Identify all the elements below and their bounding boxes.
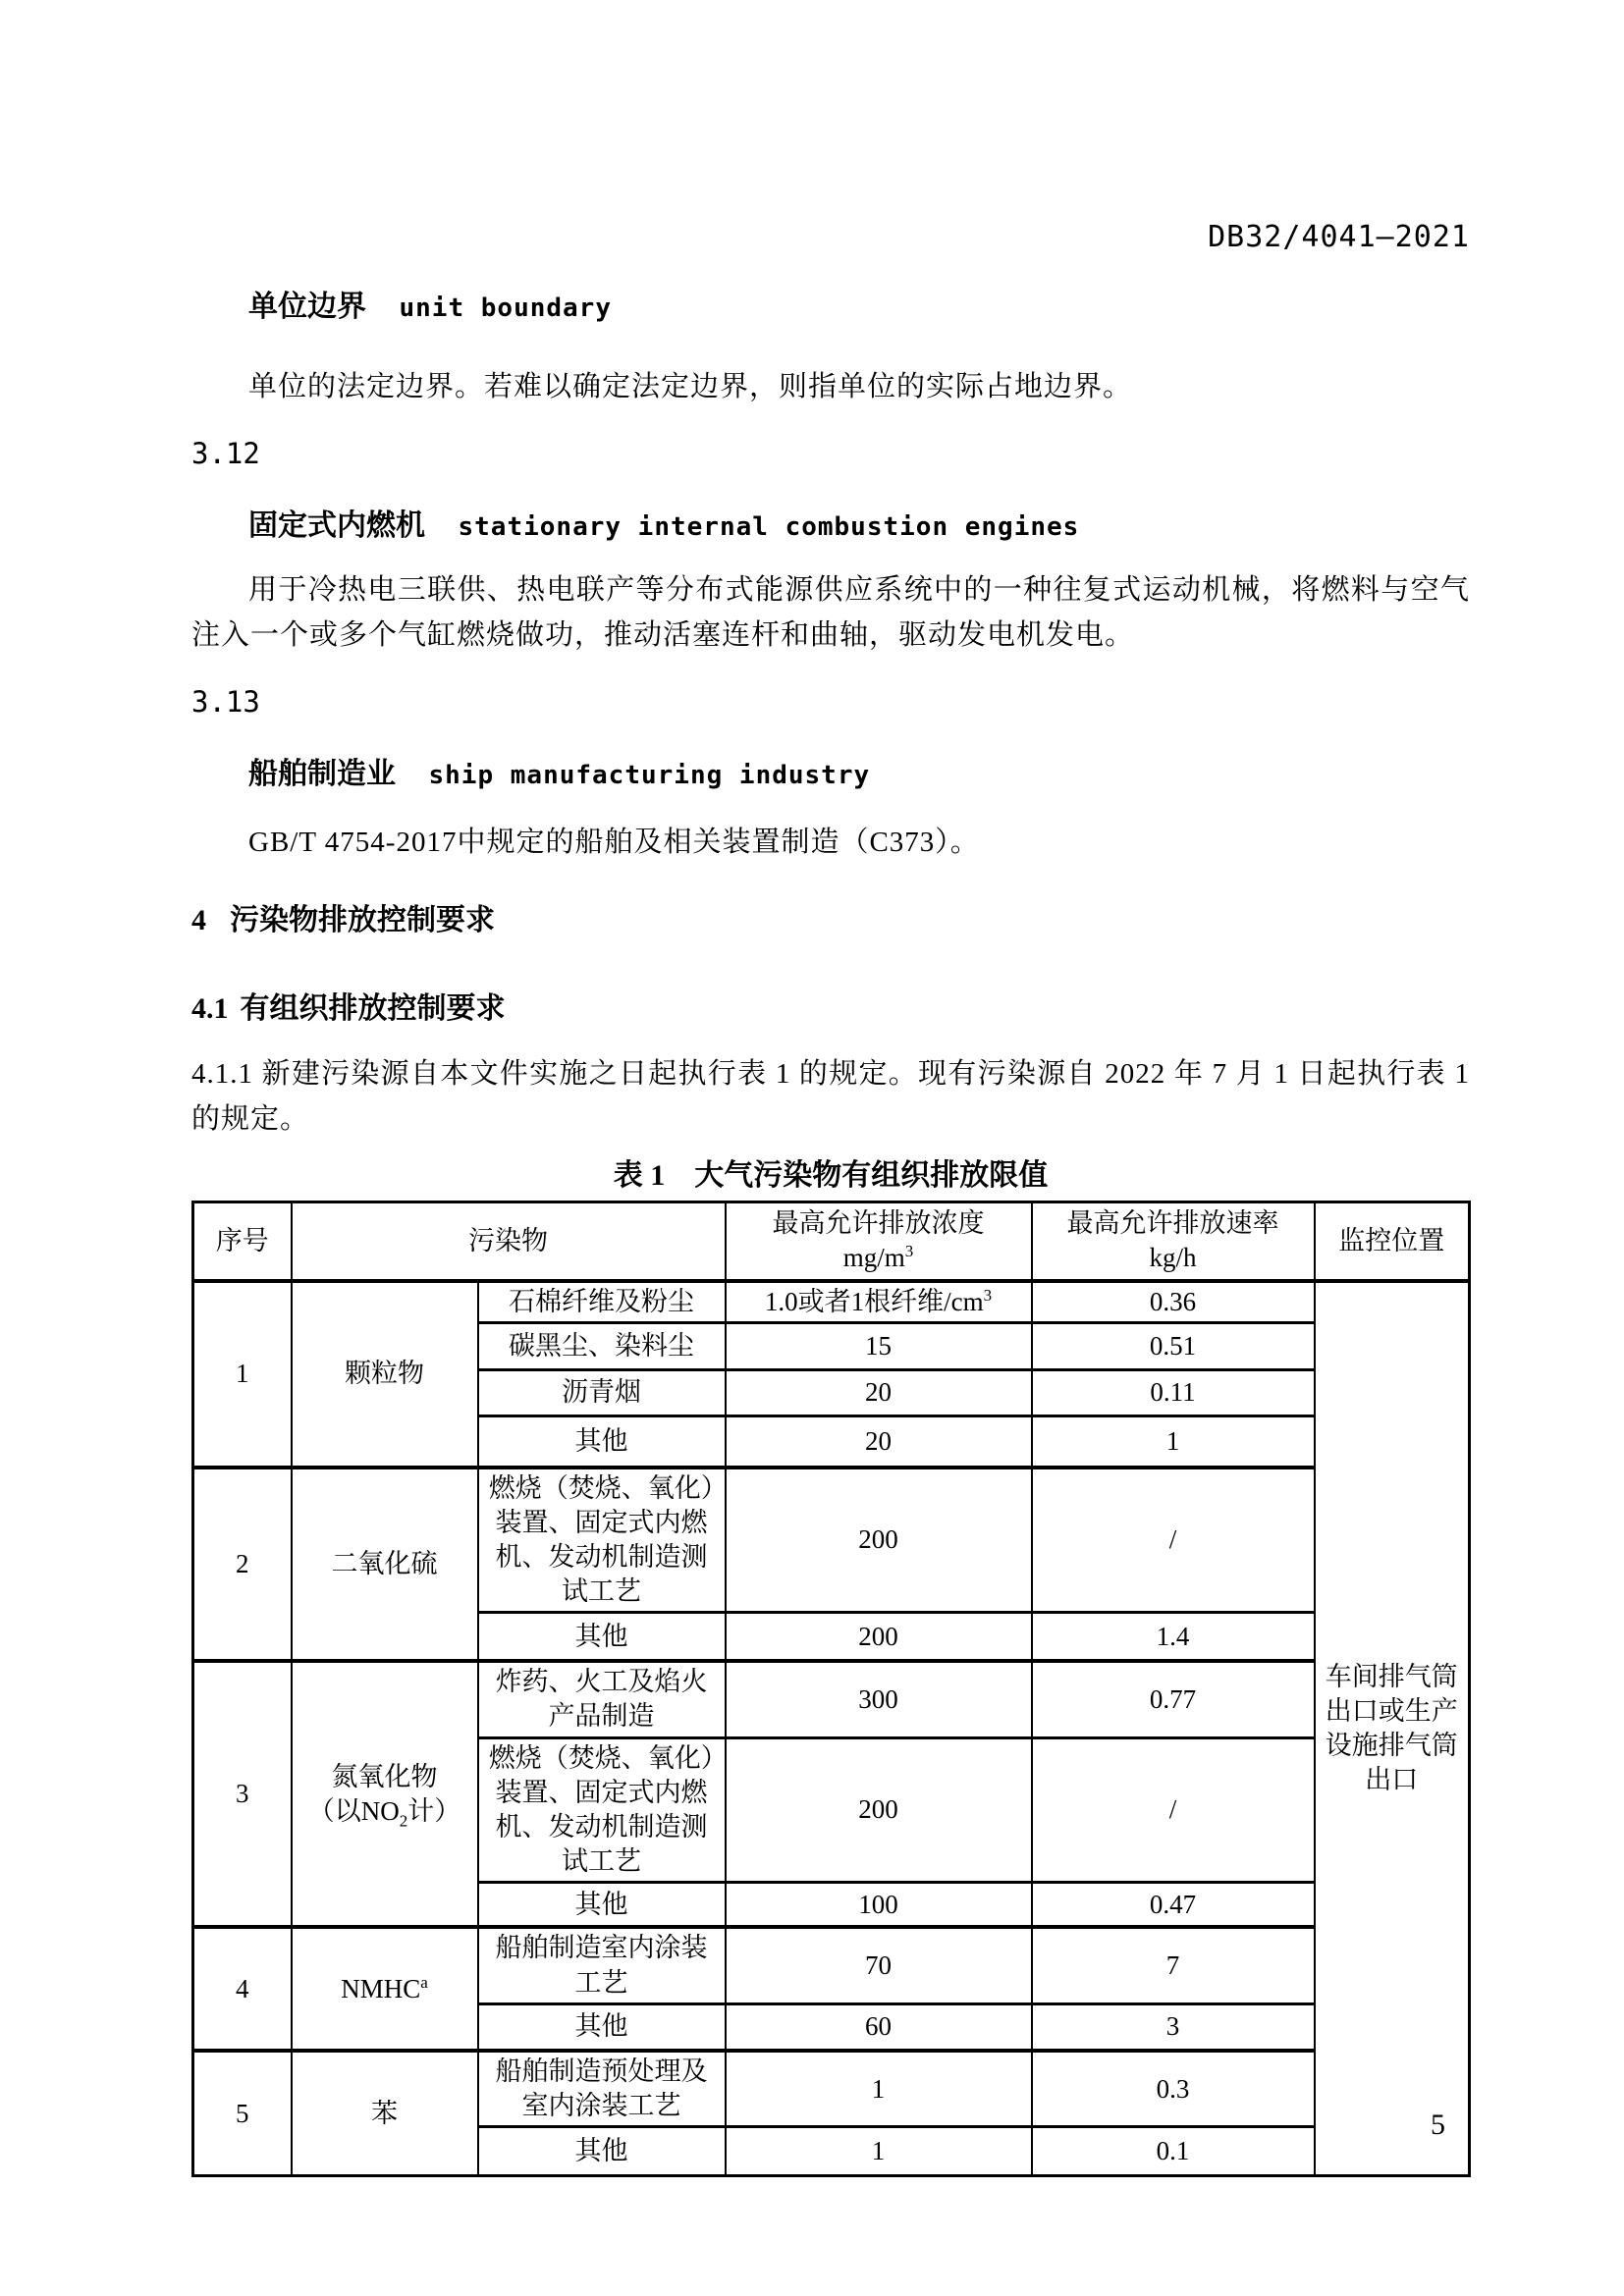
- cell-concentration: 200: [726, 1737, 1032, 1882]
- col-header-monitor: 监控位置: [1315, 1202, 1470, 1281]
- table-row: [193, 1927, 1470, 2003]
- clause-3-12: 3.12: [191, 437, 260, 470]
- clause-3-13: 3.13: [191, 685, 260, 719]
- term-ship-manufacturing-zh: 船舶制造业: [248, 758, 396, 790]
- pollutant-footnote-marker: a: [420, 1972, 428, 1992]
- table-1-label: 表 1: [613, 1159, 666, 1192]
- cell-rate: 3: [1032, 2003, 1315, 2051]
- unit-mg-m-sup: 3: [904, 1242, 914, 1261]
- cell-category: 炸药、火工及焰火产品制造: [478, 1661, 726, 1737]
- cell-pollutant-5: 苯: [292, 2051, 478, 2176]
- table-row: [193, 1661, 1470, 1737]
- cell-rate: 0.1: [1032, 2127, 1315, 2176]
- term-stationary-engine-definition: 用于冷热电三联供、热电联产等分布式能源供应系统中的一种往复式运动机械，将燃料与空气注入一个或多个气缸燃烧做功，推动活塞连杆和曲轴，驱动发电机发电。: [191, 574, 1470, 651]
- term-unit-boundary-definition: 单位的法定边界。若难以确定法定边界，则指单位的实际占地边界。: [248, 371, 1133, 402]
- col-header-pollutant: 污染物: [292, 1202, 726, 1281]
- concentration-sup: 3: [983, 1285, 993, 1305]
- cell-rate: /: [1032, 1468, 1315, 1613]
- concentration-value: 1.0或者1根纤维/cm: [764, 1286, 984, 1316]
- cell-pollutant-1: 颗粒物: [292, 1281, 478, 1468]
- page-number: 5: [1431, 2109, 1445, 2141]
- paragraph-4-1-1: 4.1.1 新建污染源自本文件实施之日起执行表 1 的规定。现有污染源自 2022 年 7 月 1 日起执行表 1 的规定。: [191, 1058, 1470, 1135]
- cell-concentration: 1: [726, 2051, 1032, 2127]
- table-row: [193, 2051, 1470, 2127]
- cell-concentration: 15: [726, 1323, 1032, 1370]
- emission-limits-table: [191, 1201, 1471, 2177]
- term-stationary-engine-en: stationary internal combustion engines: [458, 512, 1080, 542]
- col-header-concentration-unit: [731, 1241, 1027, 1275]
- term-stationary-engine-zh: 固定式内燃机: [248, 509, 425, 542]
- table-1-title: [191, 1155, 1470, 1197]
- cell-concentration: 200: [726, 1612, 1032, 1661]
- cell-category: 其他: [478, 1416, 726, 1468]
- cell-category: 碳黑尘、染料尘: [478, 1323, 726, 1370]
- cell-category: 其他: [478, 2003, 726, 2051]
- cell-rate: /: [1032, 1737, 1315, 1882]
- col-header-rate-line1: 最高允许排放速率: [1066, 1208, 1279, 1239]
- cell-rate: 0.47: [1032, 1882, 1315, 1927]
- col-header-no: 序号: [193, 1202, 292, 1281]
- cell-rate: 0.36: [1032, 1281, 1315, 1323]
- section-4-title: 污染物排放控制要求: [230, 904, 495, 936]
- term-unit-boundary-en: unit boundary: [399, 294, 612, 323]
- cell-category: 其他: [478, 2127, 726, 2176]
- cell-rate: 1.4: [1032, 1612, 1315, 1661]
- col-header-concentration-line1: 最高允许排放浓度: [772, 1208, 985, 1239]
- term-stationary-engine-heading: [191, 506, 1470, 548]
- doc-number: DB32/4041—2021: [1208, 220, 1470, 254]
- col-header-concentration: [726, 1202, 1032, 1281]
- cell-category: 燃烧（焚烧、氧化）装置、固定式内燃机、发动机制造测试工艺: [478, 1468, 726, 1613]
- table-row: [193, 1468, 1470, 1613]
- cell-no-5: 5: [193, 2051, 292, 2176]
- cell-rate: 1: [1032, 1416, 1315, 1468]
- col-header-rate: [1032, 1202, 1315, 1281]
- table-1-caption: 大气污染物有组织排放限值: [694, 1159, 1049, 1192]
- pollutant-name-pre: （以NO: [307, 1795, 400, 1826]
- col-header-rate-unit: kg/h: [1149, 1243, 1197, 1273]
- term-unit-boundary-heading: [191, 287, 1470, 329]
- cell-no-4: 4: [193, 1927, 292, 2051]
- cell-concentration: [726, 1281, 1032, 1323]
- unit-mg-m: mg/m: [842, 1243, 905, 1273]
- cell-category: 船舶制造室内涂装工艺: [478, 1927, 726, 2003]
- term-ship-manufacturing-definition: GB/T 4754-2017中规定的船舶及相关装置制造（C373）。: [248, 827, 980, 858]
- section-4-heading: [191, 900, 1470, 941]
- cell-category: 其他: [478, 1612, 726, 1661]
- cell-concentration: 20: [726, 1416, 1032, 1468]
- cell-concentration: 200: [726, 1468, 1032, 1613]
- table-row: [193, 1281, 1470, 1323]
- pollutant-name-line2: [297, 1794, 473, 1829]
- cell-concentration: 60: [726, 2003, 1032, 2051]
- term-unit-boundary-zh: 单位边界: [248, 291, 366, 323]
- cell-category: 沥青烟: [478, 1370, 726, 1416]
- pollutant-name-line1: 氮氧化物: [331, 1761, 438, 1791]
- cell-category: 其他: [478, 1882, 726, 1927]
- cell-category: 燃烧（焚烧、氧化）装置、固定式内燃机、发动机制造测试工艺: [478, 1737, 726, 1882]
- cell-rate: 0.51: [1032, 1323, 1315, 1370]
- cell-no-1: 1: [193, 1281, 292, 1468]
- cell-rate: 0.3: [1032, 2051, 1315, 2127]
- pollutant-name-post: 计）: [407, 1795, 461, 1826]
- section-4-1-title: 有组织排放控制要求: [240, 992, 506, 1025]
- cell-concentration: 300: [726, 1661, 1032, 1737]
- table-header-row: [193, 1202, 1470, 1281]
- pollutant-name-base: NMHC: [341, 1973, 421, 2003]
- term-ship-manufacturing-heading: [191, 754, 1470, 796]
- cell-no-3: 3: [193, 1661, 292, 1927]
- cell-pollutant-4: [292, 1927, 478, 2051]
- section-4-1-heading: [191, 988, 1470, 1030]
- cell-pollutant-2: 二氧化硫: [292, 1468, 478, 1662]
- cell-concentration: 1: [726, 2127, 1032, 2176]
- cell-no-2: 2: [193, 1468, 292, 1662]
- cell-rate: 7: [1032, 1927, 1315, 2003]
- cell-pollutant-3: [292, 1661, 478, 1927]
- cell-rate: 0.11: [1032, 1370, 1315, 1416]
- cell-rate: 0.77: [1032, 1661, 1315, 1737]
- section-4-1-number: 4.1: [191, 992, 229, 1025]
- term-ship-manufacturing-en: ship manufacturing industry: [428, 761, 871, 790]
- section-4-number: 4: [191, 904, 206, 936]
- cell-concentration: 100: [726, 1882, 1032, 1927]
- pollutant-name-sub: 2: [399, 1811, 408, 1831]
- cell-category: 船舶制造预处理及室内涂装工艺: [478, 2051, 726, 2127]
- cell-concentration: 70: [726, 1927, 1032, 2003]
- cell-category: 石棉纤维及粉尘: [478, 1281, 726, 1323]
- cell-concentration: 20: [726, 1370, 1032, 1416]
- cell-monitor-location: 车间排气筒出口或生产设施排气筒出口: [1315, 1281, 1470, 2176]
